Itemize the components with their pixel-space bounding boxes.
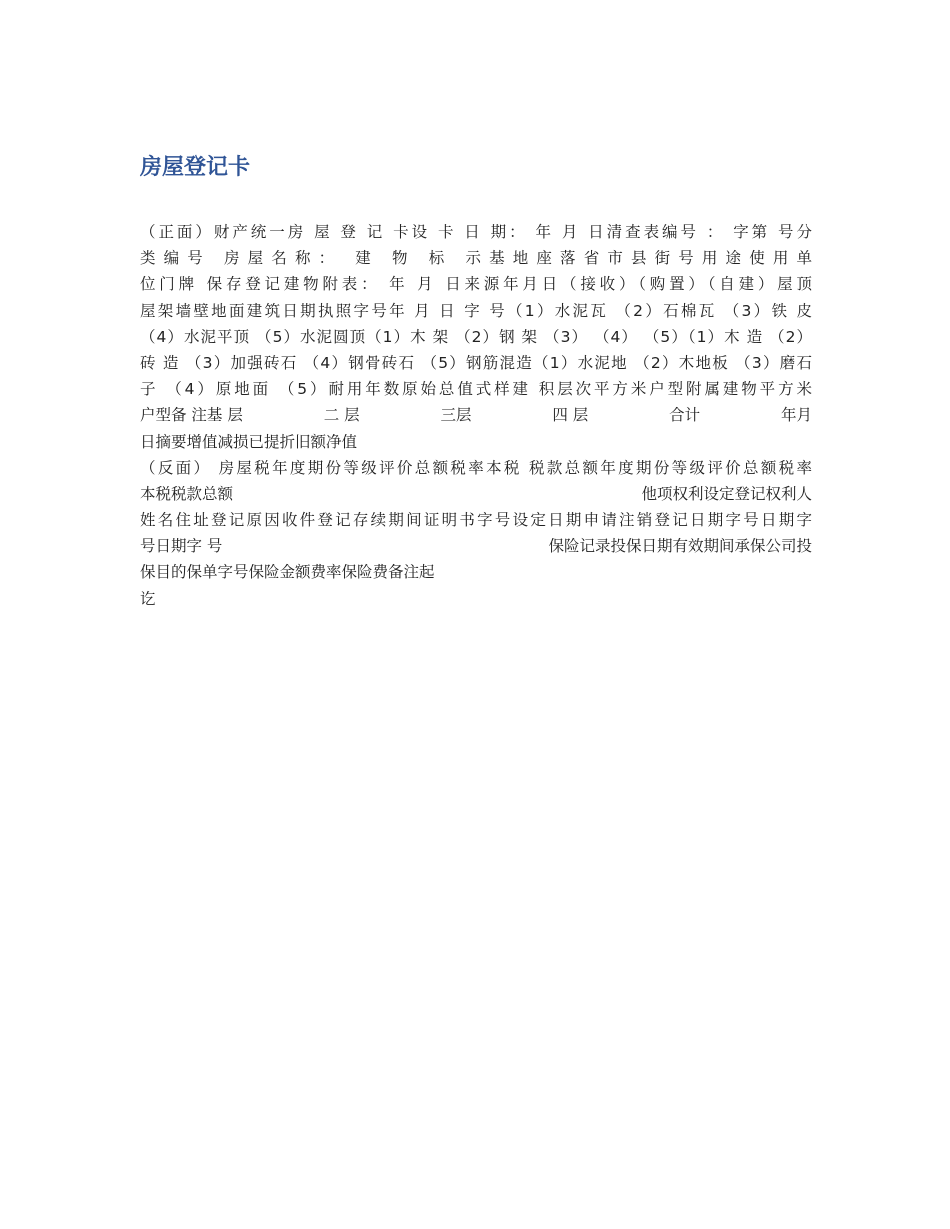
text-line: （4）水泥平顶 （5）水泥圆顶（1）木 架 （2）钢 架 （3） （4） （5）（1）木 造 （2）: [140, 327, 812, 346]
text-line: 保目的保单字号保险金额费率保险费备注起: [140, 563, 435, 582]
text-line: 位门牌 保存登记建物附表： 年 月 日来源年月日（接收）（购置）（自建）屋顶: [140, 275, 812, 294]
text-segment: 合计: [669, 406, 701, 425]
text-line: （反面） 房屋税年度期份等级评价总额税率本税 税款总额年度期份等级评价总额税率: [140, 458, 812, 477]
text-segment: 户型备 注基 层: [140, 406, 243, 425]
text-segment: 他项权利设定登记权利人: [641, 484, 812, 503]
text-line: （正面）财产统一房 屋 登 记 卡设 卡 日 期： 年 月 日清查表编号 ： 字第 号分: [140, 223, 812, 241]
document-title: 房屋登记卡: [140, 155, 251, 180]
document-body: [140, 219, 812, 612]
text-segment: 二 层: [323, 406, 360, 425]
text-segment: 保险记录投保日期有效期间承保公司投: [548, 537, 812, 556]
text-segment: 三层: [440, 406, 472, 425]
text-line: 日摘要增值减损已提折旧额净值: [140, 432, 358, 451]
text-segment: 四 层: [552, 406, 589, 425]
text-line: 砖 造 （3）加强砖石 （4）钢骨砖石 （5）钢筋混造（1）水泥地 （2）木地板 （3）磨石: [140, 353, 812, 372]
text-line: 讫: [140, 589, 156, 608]
text-segment: 年月: [780, 406, 812, 425]
text-segment: 号日期字 号: [140, 537, 223, 556]
text-line: 姓名住址登记原因收件登记存续期间证明书字号设定日期申请注销登记日期字号日期字: [140, 511, 812, 530]
text-line-split: [140, 481, 812, 507]
text-line-floor-headers: [140, 402, 812, 428]
text-line-split: [140, 533, 812, 559]
text-line: 类编号 房屋名称： 建 物 标 示基地座落省市县街号用途使用单: [140, 249, 812, 268]
text-segment: 本税税款总额: [140, 484, 234, 503]
text-line: 子 （4）原地面 （5）耐用年数原始总值式样建 积层次平方米户型附属建物平方米: [140, 380, 812, 399]
text-line: 屋架墙壁地面建筑日期执照字号年 月 日 字 号（1）水泥瓦 （2）石棉瓦 （3）铁 皮: [140, 301, 812, 320]
